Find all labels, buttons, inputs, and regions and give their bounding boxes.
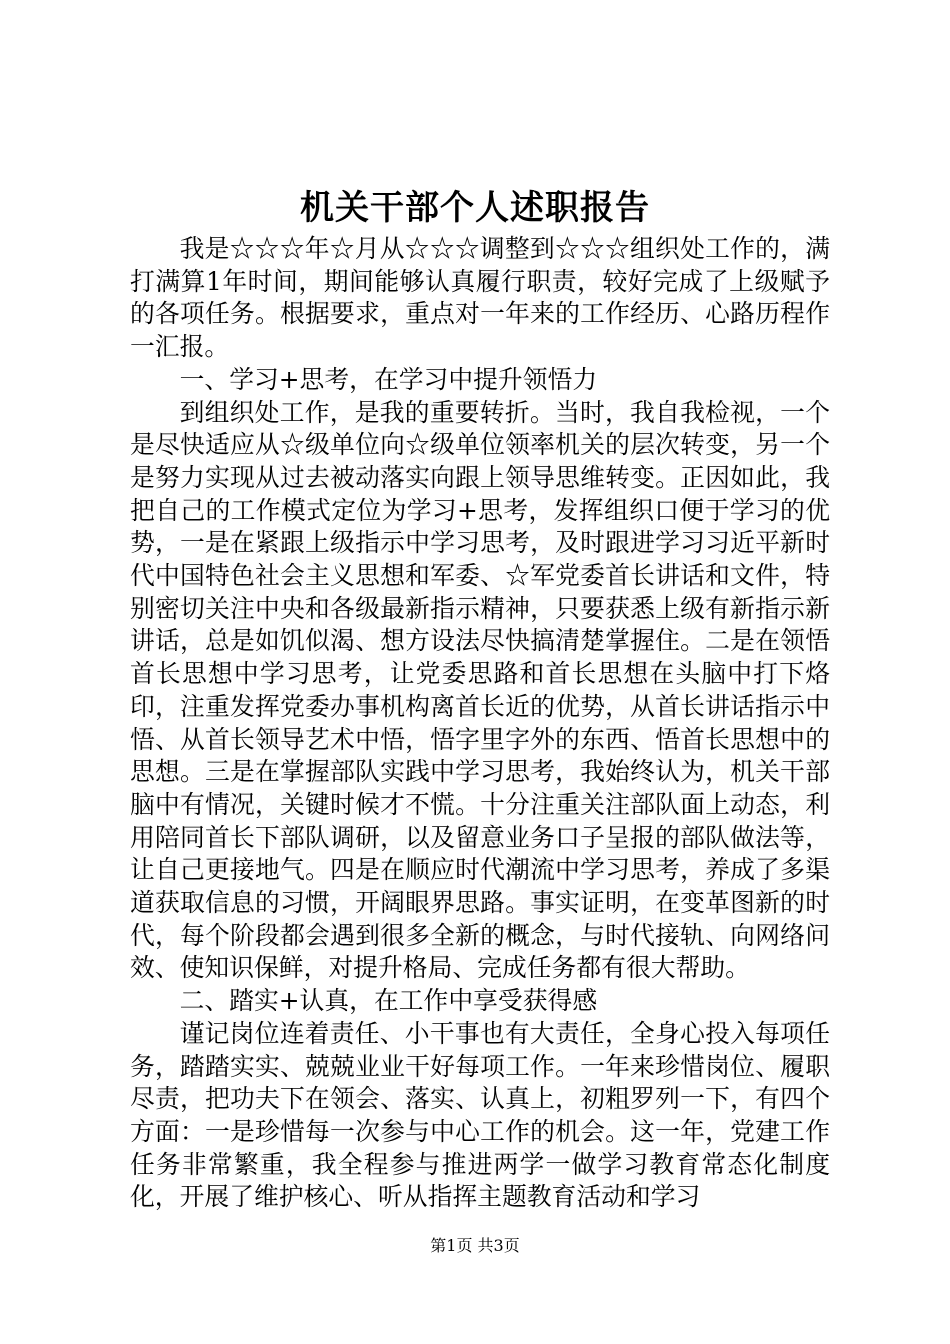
body-paragraph: 谨记岗位连着责任、小干事也有大责任，全身心投入每项任务，踏踏实实、兢兢业业干好每项工作。一年来珍惜岗位、履职尽责，把功夫下在领会、落实、认真上，初粗罗列一下，有四个方面：一是珍惜每一次参与中心工作的机会。这一年，党建工作任务非常繁重，我全程参与推进两学一做学习教育常态化制度化，开展了维护核心、听从指挥主题教育活动和学习 (130, 1018, 830, 1212)
page-number: 第1页 (430, 1236, 473, 1255)
section-heading: 一、学习+思考，在学习中提升领悟力 (179, 364, 598, 394)
page-total: 共3页 (477, 1236, 520, 1255)
page-footer (0, 1235, 950, 1257)
document-title: 机关干部个人述职报告 (300, 188, 650, 228)
section-heading: 二、踏实+认真，在工作中享受获得感 (179, 986, 598, 1016)
body-paragraph: 到组织处工作，是我的重要转折。当时，我自我检视，一个是尽快适应从☆级单位向☆级单位领率机关的层次转变，另一个是努力实现从过去被动落实向跟上领导思维转变。正因如此，我把自己的工作模式定位为学习+思考，发挥组织口便于学习的优势，一是在紧跟上级指示中学习思考，及时跟进学习习近平新时代中国特色社会主义思想和军委、☆军党委首长讲话和文件，特别密切关注中央和各级最新指示精神，只要获悉上级有新指示新讲话，总是如饥似渴、想方设法尽快搞清楚掌握住。二是在领悟首长思想中学习思考，让党委思路和首长思想在头脑中打下烙印，注重发挥党委办事机构离首长近的优势，从首长讲话指示中悟、从首长领导艺术中悟，悟字里字外的东西、悟首长思想中的思想。三是在掌握部队实践中学习思考，我始终认为，机关干部脑中有情况，关键时候才不慌。十分注重关注部队面上动态，利用陪同首长下部队调研，以及留意业务口子呈报的部队做法等，让自己更接地气。四是在顺应时代潮流中学习思考，养成了多渠道获取信息的习惯，开阔眼界思路。事实证明，在变革图新的时代，每个阶段都会遇到很多全新的概念，与时代接轨、向网络问效、使知识保鲜，对提升格局、完成任务都有很大帮助。 (130, 397, 830, 983)
document-body (130, 233, 830, 1214)
body-paragraph: 我是☆☆☆年☆月从☆☆☆调整到☆☆☆组织处工作的，满打满算1年时间，期间能够认真履行职责，较好完成了上级赋予的各项任务。根据要求，重点对一年来的工作经历、心路历程作一汇报。 (130, 234, 830, 362)
